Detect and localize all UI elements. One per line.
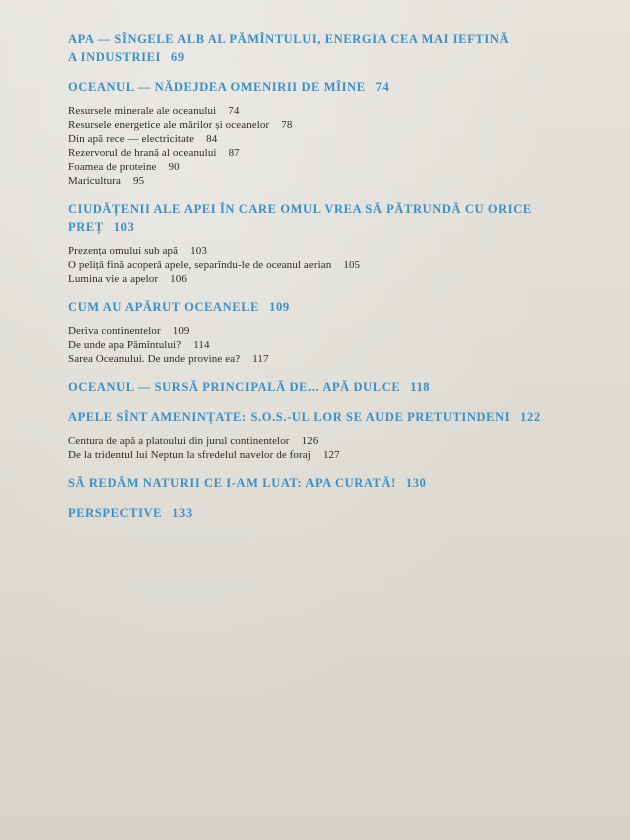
toc-section <box>64 30 594 66</box>
chapter-title-line: APELE SÎNT AMENINȚATE: S.O.S.-UL LOR SE AUDE PRETUTINDENI <box>68 410 511 424</box>
chapter-page-number: 69 <box>171 50 185 64</box>
toc-section <box>64 474 594 492</box>
subchapter-title: Resursele energetice ale mărilor și oceanelor <box>68 119 270 131</box>
chapter-title-line: OCEANUL — NĂDEJDEA OMENIRII DE MÎINE <box>68 80 366 94</box>
subchapter-list <box>68 324 594 366</box>
subchapter-page-number: 87 <box>228 147 240 159</box>
chapter-page-number: 133 <box>172 506 193 520</box>
subchapter-entry <box>68 118 594 132</box>
subchapter-title: Centura de apă a platoului din jurul continentelor <box>68 435 290 447</box>
chapter-heading <box>68 408 594 426</box>
table-of-contents <box>64 30 594 534</box>
toc-section <box>64 378 594 396</box>
subchapter-page-number: 84 <box>206 133 218 145</box>
subchapter-title: Prezența omului sub apă <box>68 245 179 257</box>
subchapter-list <box>68 104 594 188</box>
subchapter-page-number: 117 <box>252 353 269 365</box>
chapter-page-number: 109 <box>269 300 290 314</box>
subchapter-page-number: 90 <box>168 161 180 173</box>
chapter-page-number: 103 <box>113 220 135 234</box>
subchapter-entry <box>68 104 594 118</box>
chapter-title-line: OCEANUL — SURSĂ PRINCIPALĂ DE... APĂ DULCE <box>68 380 401 394</box>
subchapter-title: Din apă rece — electricitate <box>68 133 195 145</box>
chapter-heading <box>68 78 594 96</box>
chapter-title-line: PERSPECTIVE <box>68 506 163 520</box>
subchapter-entry <box>68 272 594 286</box>
chapter-heading <box>68 474 594 492</box>
toc-section <box>64 78 594 188</box>
subchapter-title: Deriva continentelor <box>68 325 161 337</box>
toc-section <box>64 504 594 522</box>
chapter-heading <box>68 298 594 316</box>
subchapter-entry <box>68 174 594 188</box>
chapter-title-line: A INDUSTRIEI <box>68 50 161 64</box>
chapter-page-number: 122 <box>520 410 541 424</box>
subchapter-entry <box>68 258 594 272</box>
chapter-title-line: CIUDĂȚENII ALE APEI ÎN CARE OMUL VREA SĂ PĂTRUNDĂ CU ORICE <box>68 202 532 216</box>
chapter-heading <box>68 378 594 396</box>
subchapter-title: Maricultura <box>68 175 122 187</box>
chapter-page-number: 118 <box>410 380 431 394</box>
chapter-heading <box>68 504 594 522</box>
chapter-heading <box>68 30 594 66</box>
subchapter-entry <box>68 146 594 160</box>
chapter-page-number: 74 <box>375 80 390 94</box>
subchapter-entry <box>68 160 594 174</box>
subchapter-list <box>68 244 594 286</box>
chapter-page-number: 130 <box>405 476 427 490</box>
subchapter-page-number: 95 <box>133 175 145 187</box>
chapter-title-line: CUM AU APĂRUT OCEANELE <box>68 300 260 314</box>
subchapter-entry <box>68 132 594 146</box>
subchapter-page-number: 78 <box>281 119 293 131</box>
toc-section <box>64 298 594 366</box>
subchapter-page-number: 105 <box>343 259 361 271</box>
toc-section <box>64 408 594 462</box>
subchapter-entry <box>68 324 594 338</box>
chapter-title-line: APA — SÎNGELE ALB AL PĂMÎNTULUI, ENERGIA CEA MAI IEFTINĂ <box>68 32 510 46</box>
subchapter-title: Foamea de proteine <box>68 161 157 173</box>
subchapter-title: Rezervorul de hrană al oceanului <box>68 147 217 159</box>
chapter-title-line: SĂ REDĂM NATURII CE I-AM LUAT: APA CURATĂ! <box>68 476 396 490</box>
subchapter-page-number: 109 <box>172 325 190 337</box>
subchapter-title: Sarea Oceanului. De unde provine ea? <box>68 353 241 365</box>
subchapter-page-number: 103 <box>190 245 207 257</box>
chapter-title-line: PREȚ <box>68 220 104 234</box>
chapter-heading <box>68 200 594 236</box>
subchapter-page-number: 126 <box>301 435 319 447</box>
subchapter-page-number: 127 <box>322 449 340 461</box>
subchapter-page-number: 114 <box>193 339 210 351</box>
toc-section <box>64 200 594 286</box>
subchapter-entry <box>68 244 594 258</box>
subchapter-title: O peliță fină acoperă apele, separîndu-le de oceanul aerian <box>68 259 332 271</box>
subchapter-entry <box>68 338 594 352</box>
subchapter-entry <box>68 448 594 462</box>
subchapter-title: De unde apa Pămîntului? <box>68 339 182 351</box>
subchapter-entry <box>68 434 594 448</box>
subchapter-page-number: 106 <box>170 273 187 285</box>
subchapter-entry <box>68 352 594 366</box>
subchapter-title: Lumina vie a apelor <box>68 273 159 285</box>
subchapter-page-number: 74 <box>228 105 240 117</box>
subchapter-list <box>68 434 594 462</box>
subchapter-title: De la tridentul lui Neptun la sfredelul navelor de foraj <box>68 449 311 461</box>
subchapter-title: Resursele minerale ale oceanului <box>68 105 217 117</box>
